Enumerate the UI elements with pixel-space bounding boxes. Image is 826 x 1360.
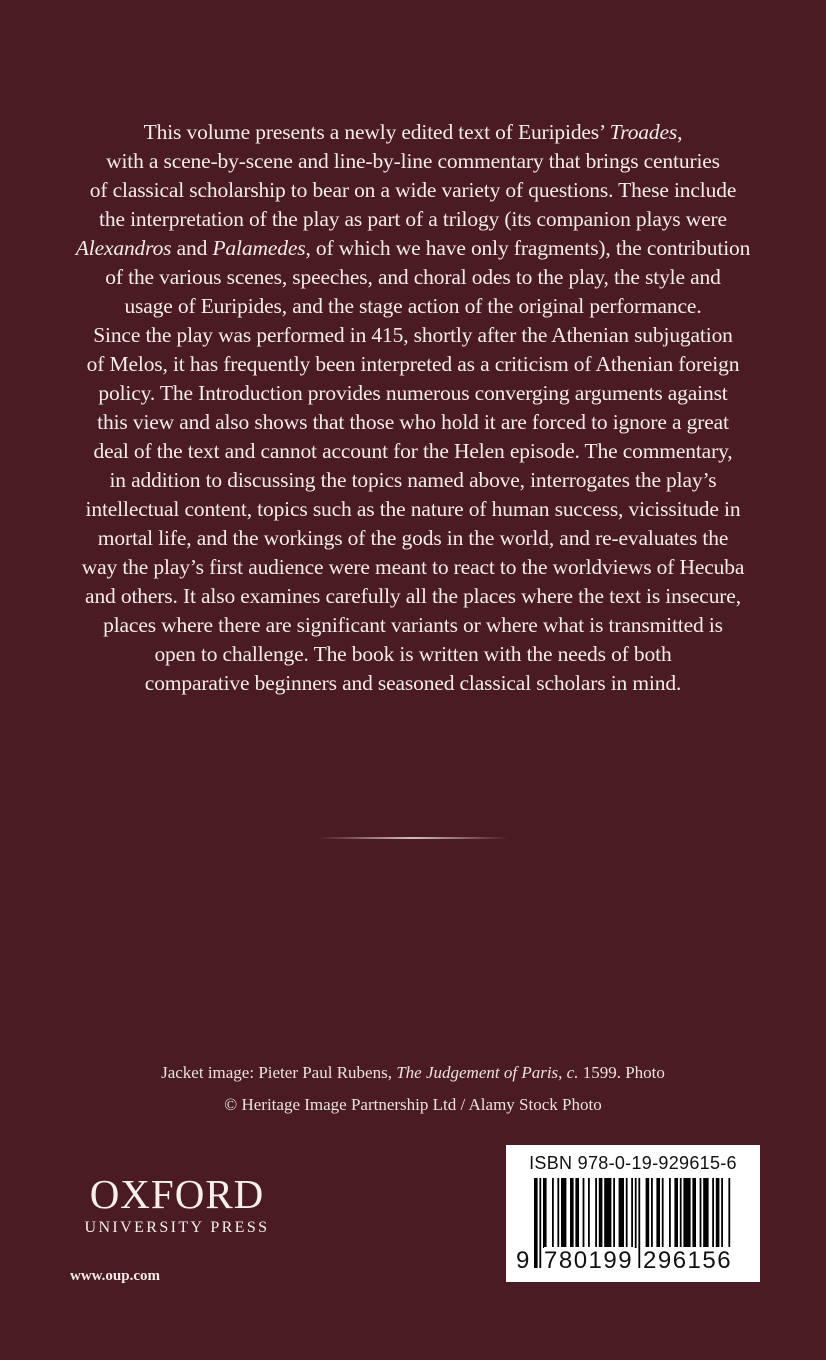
barcode-bar: [692, 1178, 696, 1248]
barcode-bar: [575, 1178, 579, 1248]
isbn-barcode: [506, 1145, 760, 1282]
barcode-digit-group-left: 780199: [544, 1247, 634, 1274]
blurb-line: open to challenge. The book is written with the needs of both: [154, 642, 672, 666]
barcode-bar: [712, 1178, 714, 1248]
barcode-bar: [613, 1178, 615, 1248]
barcode-bar: [626, 1178, 628, 1248]
barcode-bar: [651, 1178, 653, 1248]
barcode-bar: [635, 1178, 637, 1248]
barcode-bar: [595, 1178, 597, 1248]
barcode-bar: [683, 1178, 690, 1248]
barcode-bar: [646, 1178, 650, 1248]
blurb-line: with a scene-by-scene and line-by-line commentary that brings centuries: [106, 149, 720, 173]
barcode-bar: [674, 1178, 678, 1248]
barcode-bar: [721, 1178, 723, 1248]
ornamental-divider: [318, 837, 508, 839]
blurb-line: this view and also shows that those who hold it are forced to ignore a great: [97, 410, 729, 434]
barcode-bar: [700, 1178, 702, 1248]
barcode-bar: [583, 1178, 585, 1248]
barcode-bar: [716, 1178, 720, 1248]
blurb-line: places where there are significant variants or where what is transmitted is: [103, 613, 723, 637]
blurb-line: in addition to discussing the topics named above, interrogates the play’s: [109, 468, 717, 492]
jacket-image-credit: Jacket image: Pieter Paul Rubens, The Judgement of Paris, c. 1599. Photo: [161, 1063, 665, 1082]
blurb-line: usage of Euripides, and the stage action of the original performance.: [124, 294, 702, 318]
barcode-bar: [604, 1178, 611, 1248]
isbn-label: ISBN 978-0-19-929615-6: [529, 1153, 737, 1173]
publisher-name: OXFORD: [89, 1171, 265, 1217]
barcode-bar: [669, 1178, 671, 1248]
barcode-bar: [599, 1178, 603, 1248]
barcode-bar: [662, 1178, 664, 1248]
barcode-bar: [631, 1178, 633, 1248]
blurb-line: intellectual content, topics such as the nature of human success, vicissitude in: [85, 497, 741, 521]
publisher-subtitle: UNIVERSITY PRESS: [84, 1219, 270, 1236]
barcode-digits: [514, 1245, 754, 1275]
barcode-bar: [680, 1178, 682, 1248]
barcode-bar: [619, 1178, 624, 1248]
blurb-line: Since the play was performed in 415, shortly after the Athenian subjugation: [93, 323, 733, 347]
blurb-line: of Melos, it has frequently been interpreted as a criticism of Athenian foreign: [86, 352, 740, 376]
barcode-bar: [656, 1178, 660, 1248]
blurb-line: policy. The Introduction provides numerous converging arguments against: [98, 381, 728, 405]
blurb-text: [60, 118, 766, 698]
publisher-url[interactable]: www.oup.com: [70, 1268, 161, 1284]
barcode-bar: [728, 1178, 730, 1248]
blurb-line: mortal life, and the workings of the gods in the world, and re-evaluates the: [97, 526, 729, 550]
blurb-line: of the various scenes, speeches, and choral odes to the play, the style and: [105, 265, 721, 289]
barcode-bar: [552, 1178, 554, 1248]
barcode-first-digit: 9: [516, 1247, 530, 1274]
blurb-line: and others. It also examines carefully all the places where the text is insecure,: [85, 584, 741, 608]
barcode-bar: [588, 1178, 590, 1248]
blurb-line: way the play’s first audience were meant to react to the worldviews of Hecuba: [81, 555, 745, 579]
barcode-bar: [570, 1178, 574, 1248]
barcode-bar: [561, 1178, 566, 1248]
barcode-bar: [543, 1178, 547, 1248]
blurb-line: Alexandros and Palamedes, of which we have only fragments), the contribution: [75, 236, 751, 260]
blurb-line: deal of the text and cannot account for the Helen episode. The commentary,: [93, 439, 733, 463]
blurb-line: comparative beginners and seasoned classical scholars in mind.: [144, 671, 682, 695]
oxford-logo: [66, 1172, 288, 1238]
barcode-bar: [557, 1178, 559, 1248]
barcode-digit-group-right: 296156: [643, 1247, 733, 1274]
blurb-line: of classical scholarship to bear on a wide variety of questions. These include: [89, 178, 737, 202]
photo-copyright: © Heritage Image Partnership Ltd / Alamy Stock Photo: [224, 1095, 602, 1114]
barcode-bar: [703, 1178, 708, 1248]
blurb-line: This volume presents a newly edited text of Euripides’ Troades,: [143, 120, 683, 144]
blurb-line: the interpretation of the play as part of a trilogy (its companion plays were: [99, 207, 727, 231]
